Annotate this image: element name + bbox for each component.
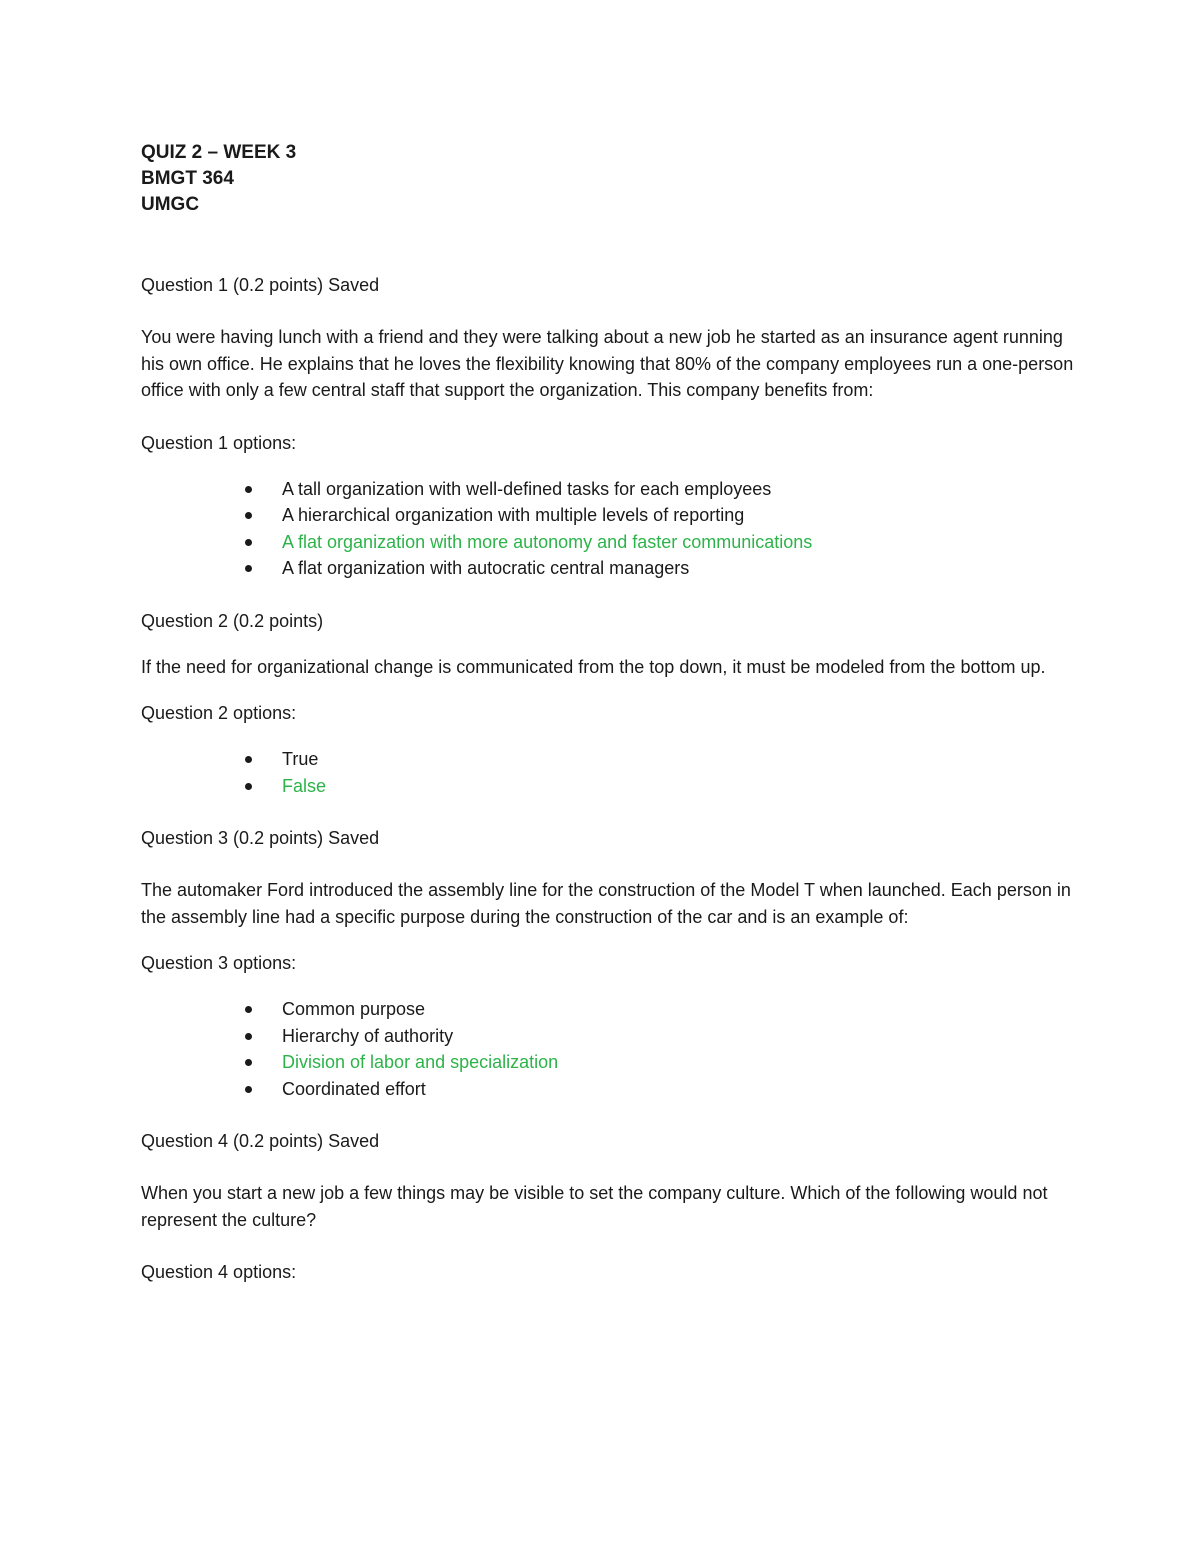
- option-item: [141, 1023, 1076, 1050]
- question-4: [141, 1128, 1076, 1285]
- quiz-title: QUIZ 2 – WEEK 3: [141, 142, 297, 163]
- bullet-icon: [245, 1006, 252, 1013]
- option-text: Common purpose: [282, 999, 426, 1019]
- document-page: [141, 140, 1076, 1285]
- option-text: False: [282, 775, 327, 796]
- question-text: When you start a new job a few things may be visible to set the company culture. Which of the following would not represent the culture?: [141, 1183, 1048, 1230]
- options-label: Question 3 options:: [141, 953, 297, 973]
- option-item: [141, 555, 1076, 582]
- bullet-icon: [245, 756, 252, 763]
- option-text: A tall organization with well-defined tasks for each employees: [282, 478, 772, 499]
- bullet-icon: [245, 486, 252, 493]
- option-text: Hierarchy of authority: [282, 1025, 454, 1046]
- option-item: [141, 996, 1076, 1023]
- question-heading: Question 3 (0.2 points) Saved: [141, 828, 380, 848]
- bullet-icon: [245, 565, 252, 572]
- course-code: BMGT 364: [141, 168, 234, 189]
- bullet-icon: [245, 1086, 252, 1093]
- option-text: A flat organization with more autonomy and faster communications: [282, 531, 813, 552]
- question-heading: Question 4 (0.2 points) Saved: [141, 1131, 380, 1151]
- bullet-icon: [245, 1033, 252, 1040]
- bullet-icon: [245, 783, 252, 790]
- bullet-icon: [245, 539, 252, 546]
- option-item: [141, 1076, 1076, 1103]
- option-item-correct: [141, 529, 1076, 556]
- option-text: Coordinated effort: [282, 1078, 426, 1099]
- option-text: A hierarchical organization with multiple levels of reporting: [282, 505, 745, 525]
- option-item: [141, 746, 1076, 773]
- options-list: [141, 746, 1076, 799]
- question-text: You were having lunch with a friend and they were talking about a new job he started as an insurance agent running his own office. He explains that he loves the flexibility knowing that 80% of the company employees run a one-person office with only a few central staff that support the organization. This company benefits from:: [141, 327, 1074, 400]
- options-list: [141, 476, 1076, 582]
- question-2: [141, 608, 1076, 800]
- option-item: [141, 502, 1076, 529]
- option-text: True: [282, 749, 319, 769]
- question-1: [141, 272, 1076, 582]
- option-text: Division of labor and specialization: [282, 1052, 559, 1072]
- options-label: Question 2 options:: [141, 703, 297, 723]
- question-heading: Question 2 (0.2 points): [141, 610, 324, 631]
- option-text: A flat organization with autocratic central managers: [282, 558, 690, 578]
- option-item-correct: [141, 773, 1076, 800]
- option-item-correct: [141, 1049, 1076, 1076]
- question-text: The automaker Ford introduced the assembly line for the construction of the Model T when launched. Each person in the assembly line had a specific purpose during the construction of the car and is an example of:: [141, 880, 1071, 927]
- question-3: [141, 825, 1076, 1102]
- options-list: [141, 996, 1076, 1102]
- question-text: If the need for organizational change is communicated from the top down, it must be modeled from the bottom up.: [141, 656, 1046, 677]
- options-label: Question 1 options:: [141, 432, 297, 453]
- question-heading: Question 1 (0.2 points) Saved: [141, 275, 380, 295]
- bullet-icon: [245, 512, 252, 519]
- institution: UMGC: [141, 194, 200, 215]
- bullet-icon: [245, 1059, 252, 1066]
- document-header: [141, 140, 1076, 218]
- options-label: Question 4 options:: [141, 1262, 297, 1282]
- option-item: [141, 476, 1076, 503]
